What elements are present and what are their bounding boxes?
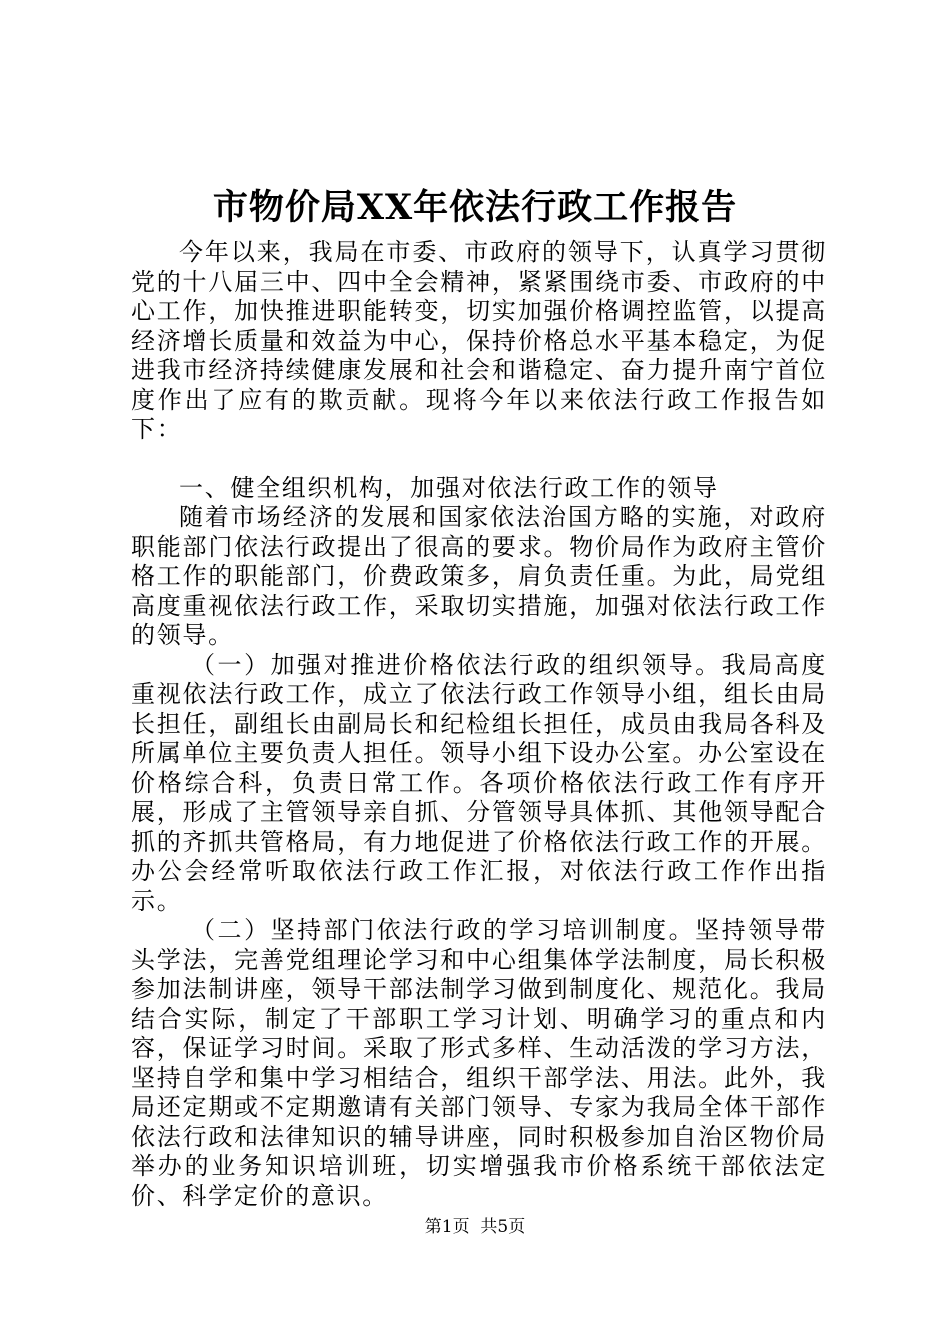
page-number: 第1页 共5页 — [424, 1217, 526, 1237]
section-paragraph: 随着市场经济的发展和国家依法治国方略的实施，对政府职能部门依法行政提出了很高的要求。物价局作为政府主管价格工作的职能部门，价费政策多，肩负责任重。为此，局党组高度重视依法行政工作，采取切实措施，加强对依法行政工作的领导。 — [131, 503, 827, 649]
document-body — [131, 238, 827, 1211]
paragraph-gap — [131, 445, 827, 474]
subsection-1-paragraph: （一）加强对推进价格依法行政的组织领导。我局高度重视依法行政工作，成立了依法行政工作领导小组，组长由局长担任，副组长由副局长和纪检组长担任，成员由我局各科及所属单位主要负责人担任。领导小组下设办公室。办公室设在价格综合科，负责日常工作。各项价格依法行政工作有序开展，形成了主管领导亲自抓、分管领导具体抓、其他领导配合抓的齐抓共管格局，有力地促进了价格依法行政工作的开展。办公会经常听取依法行政工作汇报，对依法行政工作作出指示。 — [131, 650, 827, 915]
section-heading: 一、健全组织机构，加强对依法行政工作的领导 — [179, 473, 719, 502]
subsection-2-paragraph: （二）坚持部门依法行政的学习培训制度。坚持领导带头学法，完善党组理论学习和中心组集体学法制度，局长积极参加法制讲座，领导干部法制学习做到制度化、规范化。我局结合实际，制定了干部职工学习计划、明确学习的重点和内容，保证学习时间。采取了形式多样、生动活泼的学习方法，坚持自学和集中学习相结合，组织干部学法、用法。此外，我局还定期或不定期邀请有关部门领导、专家为我局全体干部作依法行政和法律知识的辅导讲座，同时积极参加自治区物价局举办的业务知识培训班，切实增强我市价格系统干部依法定价、科学定价的意识。 — [131, 916, 827, 1210]
intro-paragraph: 今年以来，我局在市委、市政府的领导下，认真学习贯彻党的十八届三中、四中全会精神，紧紧围绕市委、市政府的中心工作，加快推进职能转变，切实加强价格调控监管，以提高经济增长质量和效益为中心，保持价格总水平基本稳定，为促进我市经济持续健康发展和社会和谐稳定、奋力提升南宁首位度作出了应有的欺贡献。现将今年以来依法行政工作报告如下： — [131, 238, 827, 443]
document-title: 市物价局XX年依法行政工作报告 — [212, 187, 738, 228]
